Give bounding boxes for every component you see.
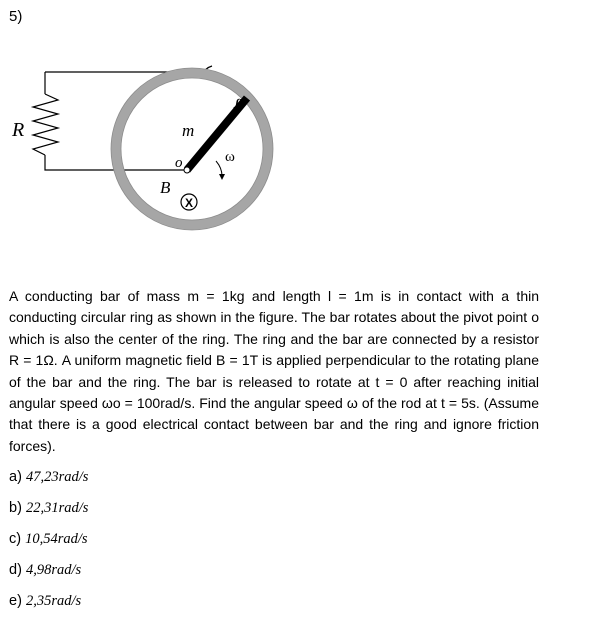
choice-b-value: 22,31rad/s [25, 500, 89, 516]
choice-e[interactable] [9, 590, 88, 621]
field-into-page-label: X [184, 196, 194, 210]
choice-d-value: 4,98rad/s [25, 562, 82, 578]
choice-b-letter: b) [9, 500, 22, 516]
label-l: ℓ [233, 95, 242, 117]
answer-choices [9, 466, 88, 621]
choice-a-value: 47,23rad/s [25, 469, 89, 485]
problem-text: A conducting bar of mass m = 1kg and length l = 1m is in contact with a thin conducting circular ring as shown in the figure. The bar rotates about the pivot point o which is also the center of the ring. The ring and the bar are connected by a resistor R = 1Ω. A uniform magnetic field B = 1T is applied perpendicular to the rotating plane of the bar and the ring. The bar is released to rotate at t = 0 after reaching initial angular speed ωo = 100rad/s. Find the angular speed ω of the rod at t = 5s. (Assume that there is a good electrical contact between bar and the ring and ignore friction forces). [9, 288, 539, 454]
question-number: 5) [9, 8, 23, 25]
pivot-point [184, 167, 190, 173]
rotation-arrowhead-icon [219, 174, 225, 180]
choice-d-letter: d) [9, 562, 22, 578]
label-o: o [175, 155, 183, 171]
label-R: R [12, 119, 25, 141]
rotation-arrow [216, 161, 222, 176]
label-m: m [182, 121, 195, 140]
figure-svg [0, 60, 300, 260]
choice-a-letter: a) [9, 469, 22, 485]
choice-c-letter: c) [9, 531, 22, 547]
choice-a[interactable] [9, 466, 88, 497]
label-omega: ω [225, 149, 235, 165]
choice-e-value: 2,35rad/s [25, 593, 82, 609]
choice-e-letter: e) [9, 593, 22, 609]
choice-c[interactable] [9, 528, 88, 559]
choice-c-value: 10,54rad/s [25, 531, 88, 547]
physics-figure [0, 60, 300, 260]
choice-d[interactable] [9, 559, 88, 590]
resistor-icon [33, 94, 58, 155]
choice-b[interactable] [9, 497, 88, 528]
label-B: B [160, 178, 171, 197]
